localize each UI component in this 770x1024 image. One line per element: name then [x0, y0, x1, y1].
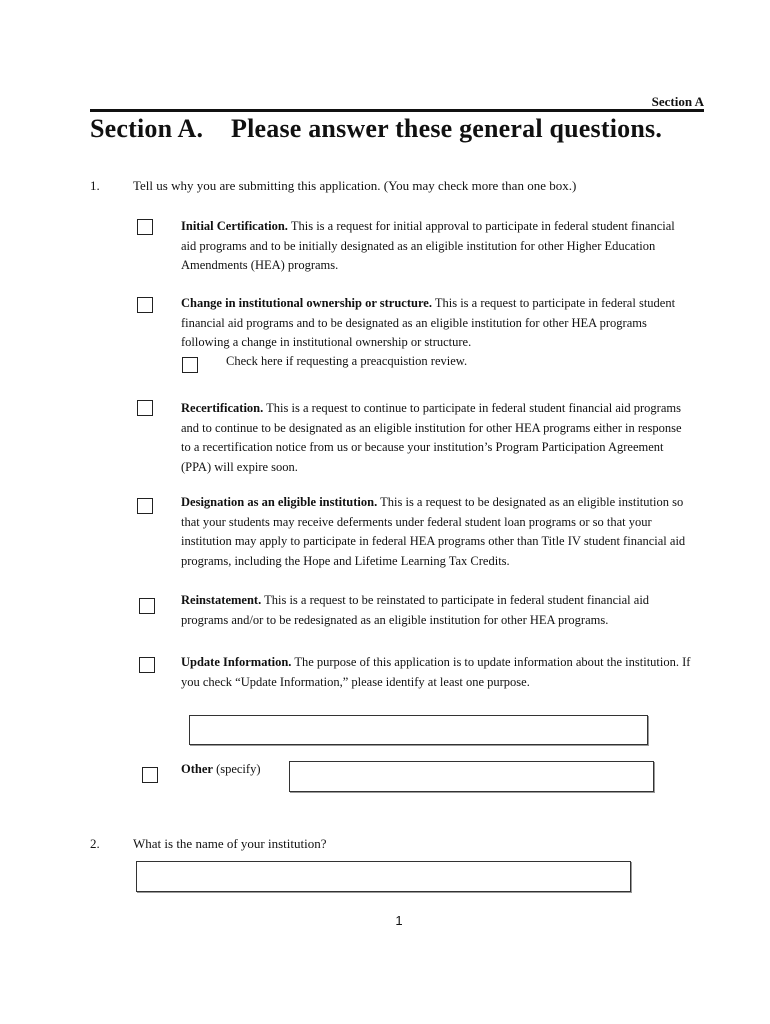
other-checkbox[interactable]	[142, 767, 158, 783]
other-option	[181, 762, 260, 777]
designation-checkbox[interactable]	[137, 498, 153, 514]
other-specify-text: (specify)	[216, 762, 261, 776]
reinstatement-description: This is a request to be reinstated to participate in federal student financial aid programs and/or to be redesignated as an eligible institution for other HEA programs.	[181, 593, 650, 627]
section-title-text: Please answer these general questions.	[231, 114, 663, 143]
update-information-field[interactable]	[189, 715, 648, 745]
change-in-ownership-label: Change in institutional ownership or structure.	[181, 296, 432, 310]
initial-certification-checkbox[interactable]	[137, 219, 153, 235]
change-in-ownership-checkbox[interactable]	[137, 297, 153, 313]
initial-certification-label: Initial Certification.	[181, 219, 288, 233]
question-2-text: What is the name of your institution?	[133, 836, 327, 851]
recertification-checkbox[interactable]	[137, 400, 153, 416]
recertification-label: Recertification.	[181, 401, 264, 415]
other-specify-field[interactable]	[289, 761, 654, 792]
question-2-number: 2.	[90, 836, 100, 851]
page-number: 1	[395, 913, 403, 928]
reinstatement-label: Reinstatement.	[181, 593, 262, 607]
header-rule	[90, 109, 704, 112]
reinstatement-option	[181, 591, 691, 630]
recertification-option	[181, 399, 691, 477]
update-information-description: The purpose of this application is to update information about the institution. If you check “Update Information,” please identify at least one purpose.	[181, 655, 691, 689]
change-in-ownership-description: This is a request to participate in federal student financial aid programs and to be designated as an eligible institution for other HEA programs following a change in institutional ownership or structure.	[181, 296, 676, 349]
designation-description: This is a request to be designated as an eligible institution so that your students may receive deferments under federal student loan programs or so that your institution may apply to participate in federal HEA programs other than Title IV student financial aid programs, including the Hope and Lifetime Learning Tax Credits.	[181, 495, 686, 568]
section-title-label: Section A.	[90, 114, 204, 143]
designation-option	[181, 493, 691, 571]
preacquisition-review-label: Check here if requesting a preacquistion review.	[226, 354, 468, 368]
update-information-label: Update Information.	[181, 655, 292, 669]
change-in-ownership-option	[181, 294, 691, 353]
recertification-description: This is a request to continue to participate in federal student financial aid programs and to continue to be designated as an eligible institution for other HEA programs either in response to a recertification notice from us or because your institution’s Program Participation Agreement (PPA) will expire soon.	[181, 401, 682, 474]
designation-label: Designation as an eligible institution.	[181, 495, 378, 509]
section-tag: Section A	[651, 94, 704, 109]
preacquisition-review-checkbox[interactable]	[182, 357, 198, 373]
initial-certification-description: This is a request for initial approval to participate in federal student financial aid programs and to be initially designated as an eligible institution for other Higher Education Amendments (HEA) programs.	[181, 219, 675, 272]
other-label: Other	[181, 762, 213, 776]
institution-name-field[interactable]	[136, 861, 631, 892]
initial-certification-option	[181, 217, 691, 276]
question-1-text: Tell us why you are submitting this application. (You may check more than one box.)	[133, 178, 577, 193]
reinstatement-checkbox[interactable]	[139, 598, 155, 614]
update-information-checkbox[interactable]	[139, 657, 155, 673]
question-1-number: 1.	[90, 178, 100, 193]
update-information-option	[181, 653, 691, 692]
